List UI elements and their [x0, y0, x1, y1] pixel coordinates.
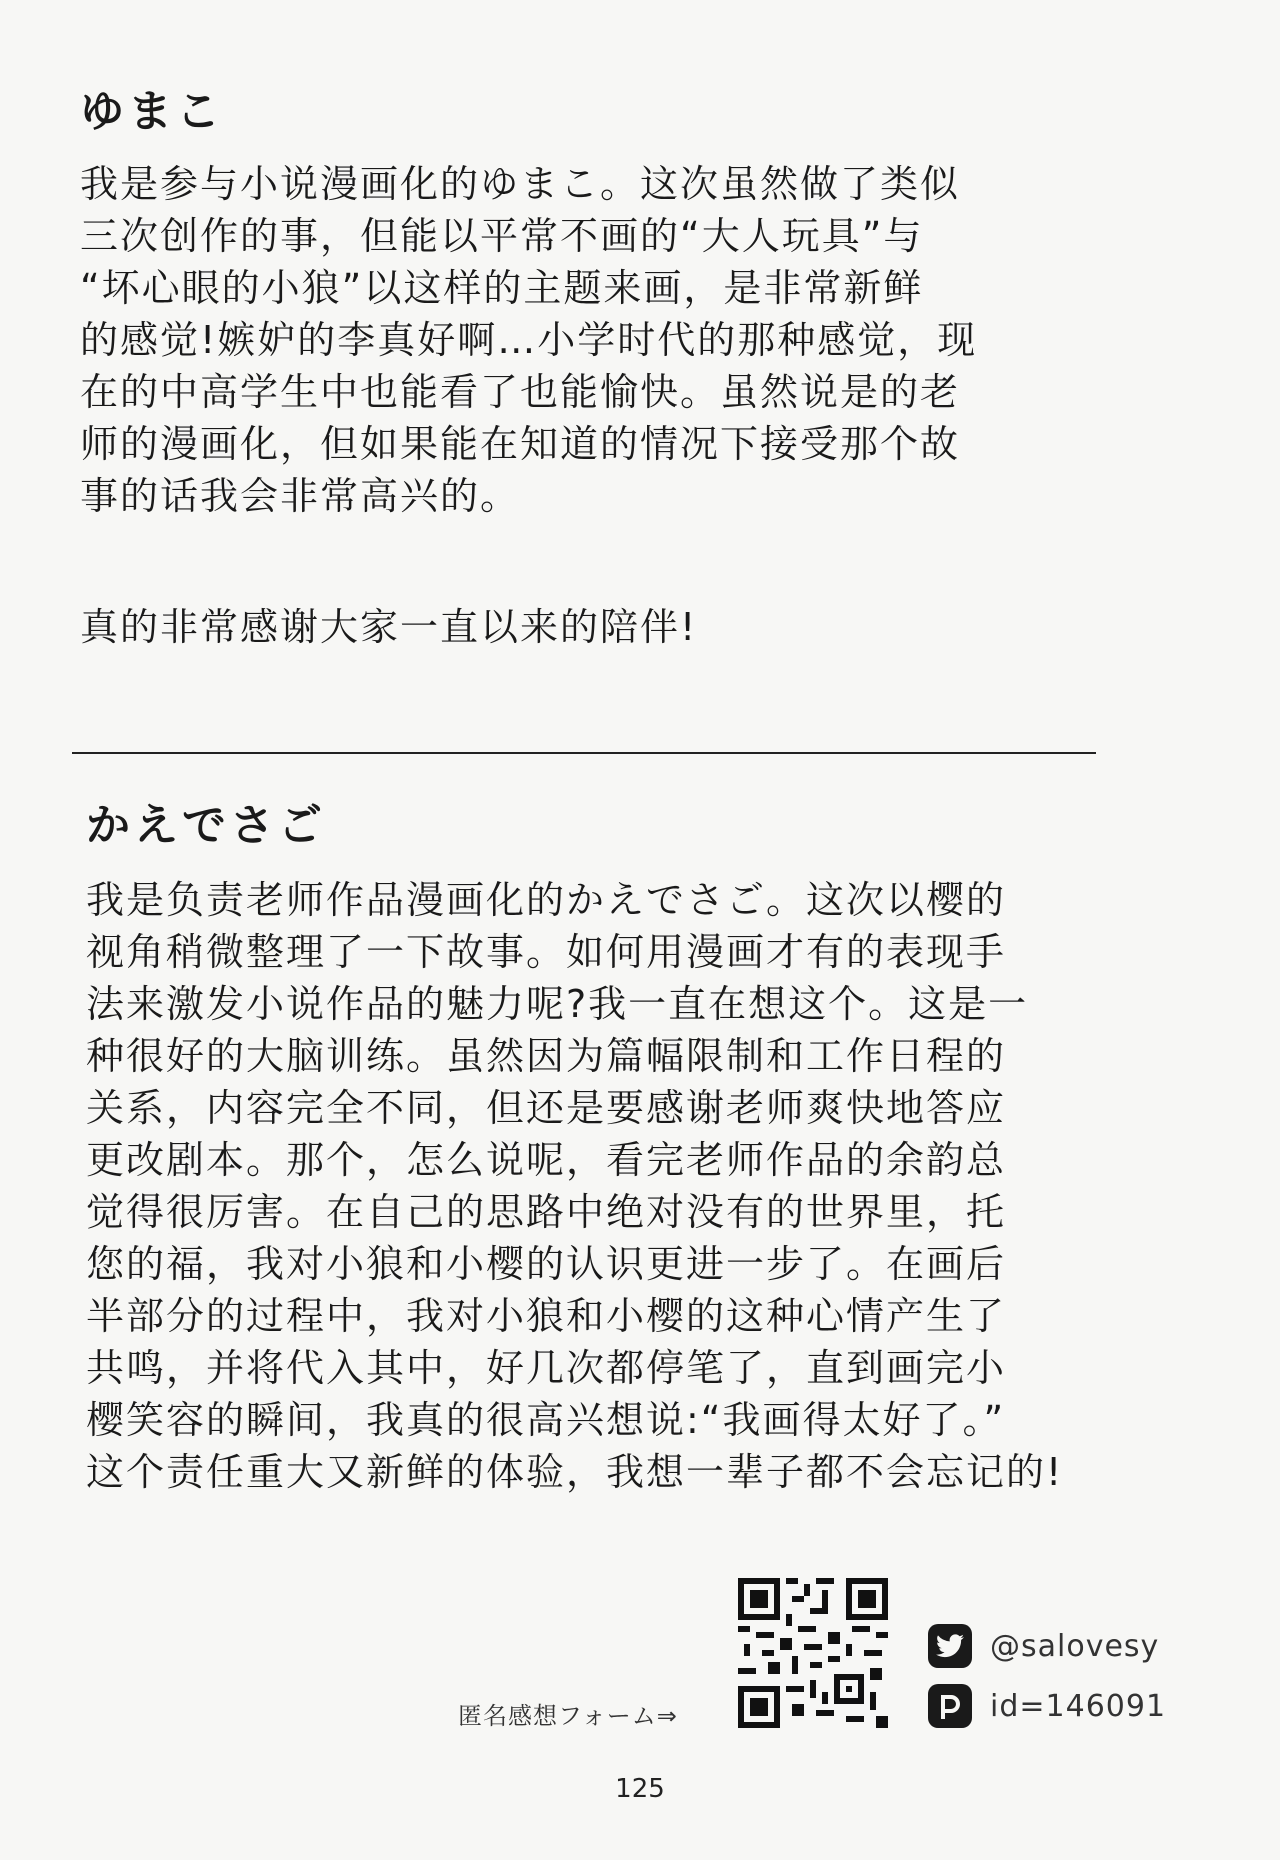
comment-line: 我是参与小说漫画化的ゆまこ。这次虽然做了类似: [80, 162, 961, 206]
comment-line: 这个责任重大又新鲜的体验，我想一辈子都不会忘记的!: [86, 1450, 1064, 1494]
qr-code-icon[interactable]: [738, 1578, 888, 1728]
comment-line: 您的福，我对小狼和小樱的认识更进一步了。在画后: [86, 1242, 1007, 1286]
section-divider: [72, 752, 1096, 754]
comment-line: 事的话我会非常高兴的。: [80, 474, 521, 518]
page-number: 125: [615, 1774, 665, 1804]
author-comment-kaedesago: [86, 874, 1063, 1498]
pixiv-id[interactable]: id=146091: [990, 1688, 1167, 1724]
comment-line: 关系，内容完全不同，但还是要感谢老师爽快地答应: [86, 1086, 1007, 1130]
comment-line: “坏心眼的小狼”以这样的主题来画，是非常新鲜: [80, 266, 924, 310]
comment-line: 我是负责老师作品漫画化的かえでさご。这次以樱的: [86, 878, 1007, 922]
pixiv-link[interactable]: [928, 1684, 1166, 1728]
comment-line: 师的漫画化，但如果能在知道的情况下接受那个故: [80, 422, 961, 466]
pixiv-icon: [928, 1684, 972, 1728]
comment-line: 的感觉!嫉妒的李真好啊…小学时代的那种感觉，现: [80, 318, 978, 362]
comment-line: 樱笑容的瞬间，我真的很高兴想说:“我画得太好了。”: [86, 1398, 1006, 1442]
twitter-link[interactable]: [928, 1624, 1159, 1668]
comment-line: 种很好的大脑训练。虽然因为篇幅限制和工作日程的: [86, 1034, 1007, 1078]
twitter-handle[interactable]: @salovesy: [990, 1628, 1160, 1664]
author-name-yumako: ゆまこ: [80, 86, 224, 137]
author-name-kaedesago: かえでさご: [86, 800, 326, 851]
author-comment-yumako: [80, 158, 977, 522]
comment-line: 法来激发小说作品的魅力呢?我一直在想这个。这是一: [86, 982, 1029, 1026]
comment-line: 在的中高学生中也能看了也能愉快。虽然说是的老: [80, 370, 961, 414]
comment-line: 视角稍微整理了一下故事。如何用漫画才有的表现手: [86, 930, 1007, 974]
thanks-message: 真的非常感谢大家一直以来的陪伴!: [80, 605, 698, 649]
comment-line: 半部分的过程中，我对小狼和小樱的这种心情产生了: [86, 1294, 1007, 1338]
comment-line: 更改剧本。那个，怎么说呢，看完老师作品的余韵总: [86, 1138, 1007, 1182]
comment-line: 觉得很厉害。在自己的思路中绝对没有的世界里，托: [86, 1190, 1007, 1234]
anonymous-feedback-form-label[interactable]: 匿名感想フォーム⇒: [458, 1702, 678, 1730]
twitter-bird-icon: [928, 1624, 972, 1668]
comment-line: 共鸣，并将代入其中，好几次都停笔了，直到画完小: [86, 1346, 1007, 1390]
comment-line: 三次创作的事，但能以平常不画的“大人玩具”与: [80, 214, 924, 258]
